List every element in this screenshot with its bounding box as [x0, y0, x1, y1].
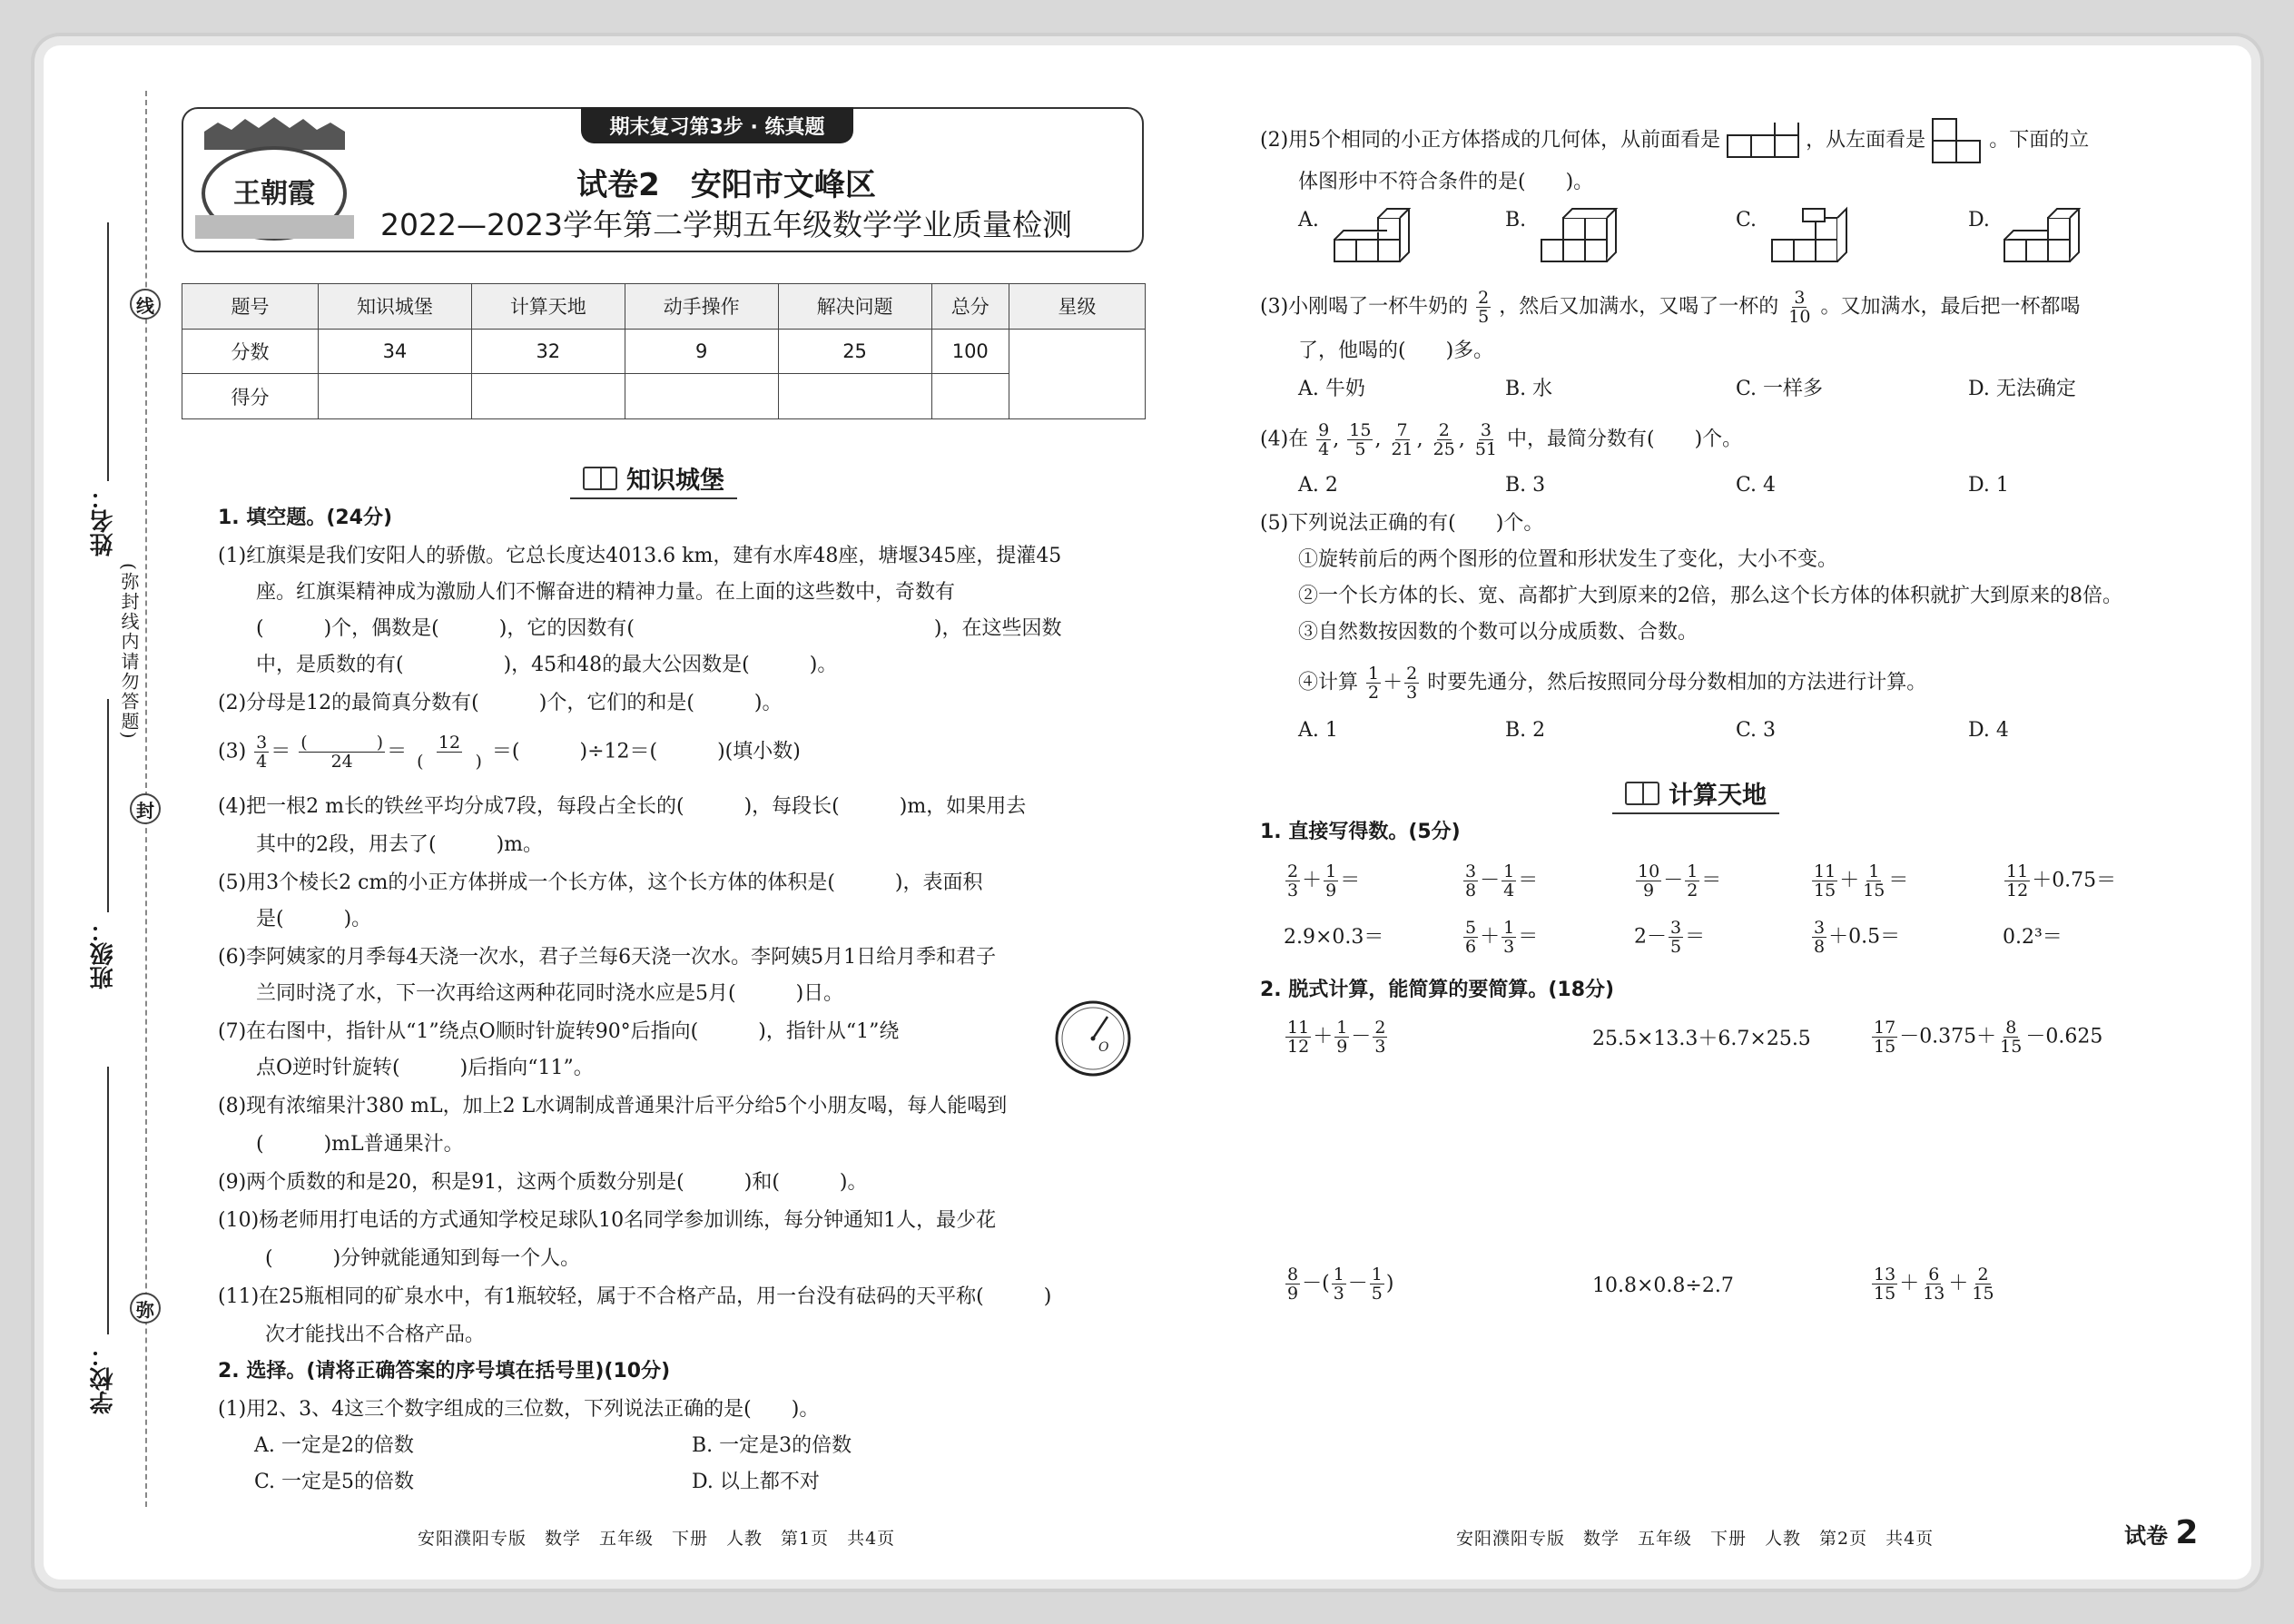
logo-text: 王朝霞	[233, 178, 315, 210]
calc-expression: $\frac{11}{12}$ ＋ $\frac{1}{9}$ － $\frac{2}{3}$	[1287, 1018, 1386, 1057]
table-header: 题号	[182, 284, 319, 330]
q1-line: 次才能找出不合格产品。	[265, 1324, 486, 1346]
fraction	[1347, 421, 1373, 458]
q1-line: 其中的2段，用去了( )m。	[256, 833, 544, 856]
review-step-tab: 期末复习第3步 · 练真题	[581, 107, 853, 143]
cube-option-a	[1331, 203, 1422, 269]
option-b[interactable]: B. 水	[1505, 378, 1553, 400]
numerator: 2	[1478, 288, 1490, 308]
calc-expression: $\frac{8}{9}$ －( $\frac{1}{3}$ － $\frac{1}{5}$ )	[1287, 1265, 1394, 1304]
q1-line: (6)李阿姨家的月季每4天浇一次水，君子兰每6天浇一次水。李阿姨5月1日给月季和君子	[218, 946, 997, 969]
name-label: 姓名：	[90, 486, 117, 556]
score-input-cell[interactable]	[625, 374, 778, 419]
calc-expression: $\frac{13}{15}$ ＋ $\frac{6}{13}$ ＋ $\frac{2}{15}$	[1874, 1265, 1994, 1304]
option-a[interactable]: A. 牛奶	[1298, 378, 1365, 400]
fraction	[254, 733, 269, 771]
calc-item: $\frac{3}{8}$ － $\frac{1}{4}$ ＝	[1465, 861, 1539, 901]
left-view-figure	[1932, 118, 1983, 163]
school-label: 学校：	[90, 1343, 117, 1414]
denominator: 24	[330, 752, 353, 772]
table-cell: 得分	[182, 374, 319, 419]
school-field[interactable]	[107, 1067, 109, 1334]
fraction	[1787, 289, 1812, 326]
calc-item: $\frac{10}{9}$ － $\frac{1}{2}$ ＝	[1638, 861, 1722, 901]
q2-2-line1	[1260, 118, 2089, 163]
q1-3-label: (3)	[218, 740, 247, 763]
q2-3-line1	[1260, 289, 2080, 326]
option-c[interactable]: C. 3	[1736, 719, 1777, 742]
option-a[interactable]: A. 一定是2的倍数	[254, 1434, 414, 1457]
q2-3-text: (3)小刚喝了一杯牛奶的	[1260, 295, 1469, 319]
q2-1: (1)用2、3、4这三个数字组成的三位数，下列说法正确的是( )。	[218, 1398, 820, 1421]
seal-mark-seal: 封	[130, 793, 161, 824]
denominator: 4	[1318, 439, 1330, 459]
calc-item: $\frac{3}{8}$ ＋0.5＝	[1814, 918, 1901, 957]
option-d[interactable]: D.	[1968, 209, 1990, 231]
class-label: 班级：	[90, 919, 117, 989]
q1-line: 中，是质数的有( )，45和48的最大公因数是( )。	[256, 654, 838, 676]
q1-line: 点O逆时针旋转( )后指向“11”。	[256, 1057, 594, 1079]
q2-2-text: ，从左面看是	[1806, 129, 1926, 152]
denominator: 25	[1433, 439, 1455, 459]
option-c[interactable]: C. 4	[1736, 474, 1777, 497]
fraction	[1473, 421, 1499, 458]
calc-expression: 25.5×13.3＋6.7×25.5	[1592, 1028, 1811, 1050]
denominator: ( )	[417, 752, 482, 772]
q2-2-line2: 体图形中不符合条件的是( )。	[1298, 171, 1594, 193]
q1-line: (11)在25瓶相同的矿泉水中，有1瓶较轻，属于不合格产品，用一台没有砝码的天平称( )	[218, 1285, 1052, 1308]
q2-3-text: ，然后又加满水，又喝了一杯的	[1499, 295, 1779, 319]
calc-item: 2.9×0.3＝	[1284, 926, 1384, 949]
table-row	[182, 374, 1146, 419]
table-cell: 100	[931, 329, 1009, 374]
q1-line: (1)红旗渠是我们安阳人的骄傲。它总长度达4013.6 km，建有水库48座，塘堰345座，提灌45	[218, 545, 1062, 567]
table-cell: 32	[471, 329, 625, 374]
seal-mark-line: 线	[130, 289, 161, 320]
q1-line: 座。红旗渠精神成为激励人们不懈奋进的精神力量。在上面的这些数中，奇数有	[256, 581, 956, 604]
book-icon	[583, 467, 617, 490]
name-field[interactable]	[107, 222, 109, 481]
score-input-cell[interactable]	[319, 374, 472, 419]
class-field[interactable]	[107, 699, 109, 912]
q1-line: (9)两个质数的和是20，积是91，这两个质数分别是( )和( )。	[218, 1171, 868, 1194]
table-row	[182, 329, 1146, 374]
denominator: 5	[1478, 307, 1490, 327]
cube-option-b	[1538, 203, 1629, 269]
option-d[interactable]: D. 1	[1968, 474, 2009, 497]
calc-item: $\frac{5}{6}$ ＋ $\frac{1}{3}$ ＝	[1465, 918, 1539, 957]
option-a[interactable]: A. 2	[1298, 474, 1338, 497]
score-table	[182, 283, 1146, 419]
q1-title: 1. 填空题。(24分)	[218, 507, 393, 529]
seal-warning: (弥封线内请勿答题)	[118, 563, 140, 741]
fraction	[1316, 421, 1331, 458]
q2-5-4-text: 时要先通分，然后按照同分母分数相加的方法进行计算。	[1427, 671, 1927, 694]
q2-5-4-text: ④计算	[1298, 671, 1359, 694]
option-c[interactable]: C. 一样多	[1736, 378, 1824, 400]
q1-line: (5)用3个棱长2 cm的小正方体拼成一个长方体，这个长方体的体积是( )，表面积	[218, 871, 983, 894]
denominator: 10	[1788, 307, 1811, 327]
exam-title: 试卷2 安阳市文峰区	[576, 167, 876, 203]
q1-line-3: (3) $\frac{3}{4}$ ＝ $\frac{( )}{24}$ ＝ $\frac{12}{( )}$ ＝( )÷12＝( )(填小数)	[218, 733, 801, 772]
table-header: 解决问题	[778, 284, 931, 330]
q2-4-text: (4)在	[1260, 428, 1309, 451]
table-header: 星级	[1009, 284, 1146, 330]
front-view-figure	[1727, 123, 1799, 159]
q2-5-item: ②一个长方体的长、宽、高都扩大到原来的2倍，那么这个长方体的体积就扩大到原来的8倍。	[1298, 585, 2122, 607]
table-header: 知识城堡	[319, 284, 472, 330]
section-calculation	[1612, 773, 1779, 814]
denominator: 21	[1391, 439, 1413, 459]
option-d[interactable]: D. 4	[1968, 719, 2009, 742]
star-rating-cell[interactable]	[1009, 329, 1146, 418]
c2-title: 2. 脱式计算，能简算的要简算。(18分)	[1260, 979, 1615, 1001]
clock-figure	[1053, 999, 1133, 1078]
numerator: 12	[438, 733, 461, 753]
calc-text: ＋0.5＝	[1828, 925, 1901, 949]
cube-option-d	[2001, 203, 2092, 269]
q1-line: 兰同时浇了水，下一次再给这两种花同时浇水应是5月( )日。	[256, 982, 844, 1005]
section-knowledge-label: 知识城堡	[626, 467, 724, 495]
cube-option-c	[1768, 203, 1859, 269]
c1-title: 1. 直接写得数。(5分)	[1260, 821, 1461, 843]
table-header: 动手操作	[625, 284, 778, 330]
q1-line: (4)把一根2 m长的铁丝平均分成7段，每段占全长的( )，每段长( )m，如果用去	[218, 795, 1027, 818]
q2-5-item-4: ④计算 $\frac{1}{2}$ ＋ $\frac{2}{3}$ 时要先通分，然后按照同分母分数相加的方法进行计算。	[1298, 664, 1927, 703]
calc-item: 0.2³＝	[2003, 926, 2063, 949]
q1-line: 是( )。	[256, 908, 372, 930]
q2-5-item: ③自然数按因数的个数可以分成质数、合数。	[1298, 621, 1698, 644]
table-row	[182, 284, 1146, 330]
calc-item: $\frac{11}{12}$ ＋0.75＝	[2006, 861, 2117, 901]
q1-3-rest: ＝( )÷12＝( )(填小数)	[491, 740, 801, 763]
q1-line: (10)杨老师用打电话的方式通知学校足球队10名同学参加训练，每分钟通知1人，最少花	[218, 1209, 997, 1232]
q1-line: (8)现有浓缩果汁380 mL，加上2 L水调制成普通果汁后平分给5个小朋友喝，每人能喝到	[218, 1095, 1008, 1117]
denominator: 5	[1354, 439, 1366, 459]
fraction	[1476, 289, 1491, 326]
score-input-cell[interactable]	[931, 374, 1009, 419]
q1-line: ( )个，偶数是( )，它的因数有( )，在这些因数	[256, 617, 1062, 640]
page-footer-left: 安阳濮阳专版 数学 五年级 下册 人教 第1页 共4页	[418, 1529, 896, 1549]
numerator: 3	[1794, 288, 1806, 308]
numerator: 3	[256, 733, 268, 753]
option-b[interactable]: B.	[1505, 209, 1527, 231]
q2-5: (5)下列说法正确的有( )个。	[1260, 512, 1544, 535]
numerator: 9	[1318, 420, 1330, 440]
q2-3-line2: 了，他喝的( )多。	[1298, 340, 1494, 362]
fraction: $\frac{2}{3}$	[1406, 664, 1418, 703]
q2-2-text: 。下面的立	[1989, 129, 2090, 152]
calc-text: －0.375＋	[1899, 1025, 1997, 1048]
option-b[interactable]: B. 3	[1505, 474, 1546, 497]
paper-label: 试卷	[2124, 1523, 2168, 1549]
numerator: 7	[1396, 420, 1408, 440]
q1-line: (7)在右图中，指针从“1”绕点O顺时针旋转90°后指向( )，指针从“1”绕	[218, 1020, 900, 1043]
option-b[interactable]: B. 一定是3的倍数	[692, 1434, 852, 1457]
numerator: ( )	[300, 733, 384, 753]
table-cell: 34	[319, 329, 472, 374]
page-footer-right: 安阳濮阳专版 数学 五年级 下册 人教 第2页 共4页	[1456, 1529, 1935, 1549]
seal-mark-mi: 弥	[130, 1293, 161, 1324]
option-c[interactable]: C. 一定是5的倍数	[254, 1471, 415, 1493]
denominator: 51	[1474, 439, 1498, 459]
fraction: $\frac{1}{2}$	[1368, 664, 1380, 703]
score-input-cell[interactable]	[471, 374, 625, 419]
calc-text: ＋0.75＝	[2032, 869, 2117, 892]
score-input-cell[interactable]	[778, 374, 931, 419]
numerator: 15	[1349, 420, 1372, 440]
option-c[interactable]: C.	[1736, 209, 1757, 231]
fraction	[1432, 421, 1457, 458]
denominator: 4	[256, 752, 268, 772]
calc-item: $\frac{11}{15}$ ＋ $\frac{1}{15}$ ＝	[1814, 861, 1909, 901]
numerator: 3	[1480, 420, 1492, 440]
q1-line: ( )mL普通果汁。	[256, 1133, 464, 1156]
q2-4-text: 中，最简分数有( )个。	[1507, 428, 1743, 451]
table-cell: 9	[625, 329, 778, 374]
paper-number	[2124, 1514, 2198, 1551]
option-a[interactable]: A.	[1298, 209, 1319, 231]
table-header: 总分	[931, 284, 1009, 330]
calc-item: 2－ $\frac{3}{5}$ ＝	[1634, 918, 1706, 957]
calc-item: $\frac{2}{3}$ ＋ $\frac{1}{9}$ ＝	[1287, 861, 1361, 901]
q1-line: ( )分钟就能通知到每一个人。	[265, 1247, 581, 1270]
calc-text: －0.625	[2025, 1025, 2103, 1048]
table-cell: 25	[778, 329, 931, 374]
fraction	[415, 733, 484, 771]
option-a[interactable]: A. 1	[1298, 719, 1338, 742]
section-knowledge	[570, 458, 737, 499]
table-header: 计算天地	[471, 284, 625, 330]
table-cell: 分数	[182, 329, 319, 374]
q2-5-item: ①旋转前后的两个图形的位置和形状发生了变化，大小不变。	[1298, 548, 1838, 571]
q2-3-text: 。又加满水，最后把一杯都喝	[1820, 295, 2081, 319]
book-icon	[1625, 782, 1659, 805]
section-calculation-label: 计算天地	[1669, 782, 1767, 810]
option-d[interactable]: D. 无法确定	[1968, 378, 2076, 400]
q2-2-text: (2)用5个相同的小正方体搭成的几何体，从前面看是	[1260, 129, 1721, 152]
exam-subtitle: 2022—2023学年第二学期五年级数学学业质量检测	[380, 207, 1072, 242]
calc-expression: $\frac{17}{15}$ －0.375＋ $\frac{8}{15}$ －0.625	[1874, 1018, 2103, 1057]
fraction	[1389, 421, 1414, 458]
paper-no-value: 2	[2175, 1514, 2199, 1551]
numerator: 2	[1438, 420, 1450, 440]
q2-4-line: (4)在 $\frac{9}{4}$ , $\frac{15}{5}$ , $\frac{7}{21}$ , $\frac{2}{25}$ , $\frac{3}{51}$ 中，最简分数有( )个。	[1260, 420, 1743, 459]
option-b[interactable]: B. 2	[1505, 719, 1546, 742]
q2-title: 2. 选择。(请将正确答案的序号填在括号里)(10分)	[218, 1360, 671, 1383]
calc-expression: 10.8×0.8÷2.7	[1592, 1275, 1734, 1297]
svg-text:O: O	[1098, 1040, 1109, 1055]
fraction	[299, 733, 385, 771]
q1-line: (2)分母是12的最简真分数有( )个，它们的和是( )。	[218, 692, 783, 714]
option-d[interactable]: D. 以上都不对	[692, 1471, 820, 1493]
